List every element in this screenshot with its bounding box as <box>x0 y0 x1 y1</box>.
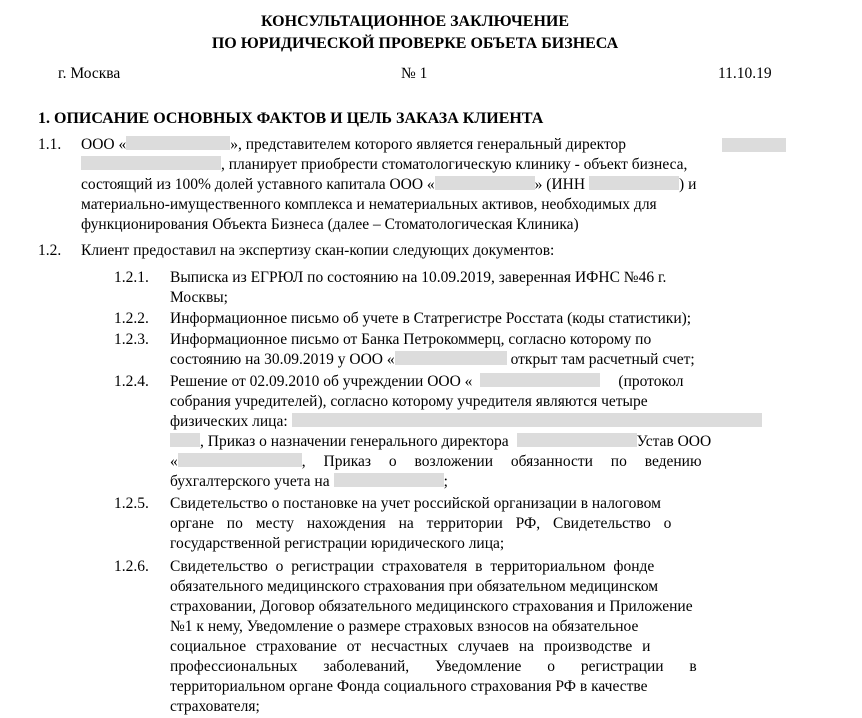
redaction <box>126 136 230 150</box>
item-line: государственной регистрации юридического лица; <box>170 535 505 552</box>
item-number: 1.2.3. <box>114 331 149 348</box>
para-line: материально-имущественного комплекса и нематериальных активов, необходимых для <box>81 196 657 213</box>
para-line: ООО « », представителем которого является генеральный директор <box>81 135 776 155</box>
item-line: профессиональных заболеваний, Уведомление о регистрации в <box>170 658 697 675</box>
item-line: страховании, Договор обязательного медицинского страхования и Приложение <box>170 598 693 615</box>
item-line: Свидетельство о регистрации страхователя в территориальном фонде <box>170 558 655 575</box>
redaction <box>517 433 637 447</box>
item-number: 1.2.6. <box>114 558 149 575</box>
item-line: « , Приказ о возложении обязанности по ведению <box>170 453 702 470</box>
para-line: функционирования Объекта Бизнеса (далее – Стоматологическая Клиника) <box>81 216 579 233</box>
item-line: социальное страхование от несчастных случаев на производстве и <box>170 638 651 655</box>
item-line: Информационное письмо от Банка Петрокоммерц, согласно которому по <box>170 331 652 348</box>
para-number: 1.2. <box>38 242 62 259</box>
para-line: состоящий из 100% долей уставного капитала ООО « » (ИНН ) и <box>81 176 697 193</box>
city: г. Москва <box>58 65 121 82</box>
item-number: 1.2.2. <box>114 310 149 327</box>
redaction <box>395 351 507 365</box>
item-line: обязательного медицинского страхования при обязательном медицинском <box>170 578 659 595</box>
redaction <box>589 176 679 190</box>
section-heading: 1. ОПИСАНИЕ ОСНОВНЫХ ФАКТОВ И ЦЕЛЬ ЗАКАЗА КЛИЕНТА <box>38 110 544 127</box>
para-line: , планирует приобрести стоматологическую клинику - объект бизнеса, <box>81 155 687 175</box>
item-line: №1 к нему, Уведомление о размере страховых взносов на обязательное <box>170 618 639 635</box>
item-line: бухгалтерского учета на ; <box>170 473 448 490</box>
redaction <box>81 156 221 170</box>
doc-date: 11.10.19 <box>718 65 772 82</box>
redaction <box>334 473 444 487</box>
redaction <box>292 413 762 427</box>
redaction <box>170 433 200 447</box>
item-line: Свидетельство о постановке на учет российской организации в налоговом <box>170 495 661 512</box>
item-line: Выписка из ЕГРЮЛ по состоянию на 10.09.2019, заверенная ИФНС №46 г. <box>170 269 667 286</box>
redaction <box>178 453 302 467</box>
item-line: состоянию на 30.09.2019 у ООО « открыт там расчетный счет; <box>170 351 695 368</box>
doc-number: № 1 <box>401 65 428 82</box>
item-line: страхователя; <box>170 698 260 715</box>
item-line: , Приказ о назначении генерального директора Устав ООО <box>170 432 711 452</box>
redaction <box>722 138 786 152</box>
item-line: Информационное письмо об учете в Статрегистре Росстата (коды статистики); <box>170 310 692 327</box>
doc-title-line-2: ПО ЮРИДИЧЕСКОЙ ПРОВЕРКЕ ОБЪЕТА БИЗНЕСА <box>211 35 619 52</box>
para-line: Клиент предоставил на экспертизу скан-копии следующих документов: <box>81 242 555 259</box>
item-line: собрания учредителей), согласно которому учредителя являются четыре <box>170 393 648 410</box>
item-line: территориальном органе Фонда социального страхования РФ в качестве <box>170 678 648 695</box>
item-line: Москвы; <box>170 289 228 306</box>
item-line: органе по месту нахождения на территории РФ, Свидетельство о <box>170 515 672 532</box>
item-line: Решение от 02.09.2010 об учреждении ООО « (протокол <box>170 373 684 390</box>
doc-title-line-1: КОНСУЛЬТАЦИОННОЕ ЗАКЛЮЧЕНИЕ <box>260 13 570 30</box>
redaction <box>435 176 535 190</box>
redaction <box>480 373 600 387</box>
para-number: 1.1. <box>38 136 62 153</box>
item-line: физических лица: <box>170 412 762 432</box>
item-number: 1.2.4. <box>114 373 149 390</box>
item-number: 1.2.5. <box>114 495 149 512</box>
item-number: 1.2.1. <box>114 269 149 286</box>
